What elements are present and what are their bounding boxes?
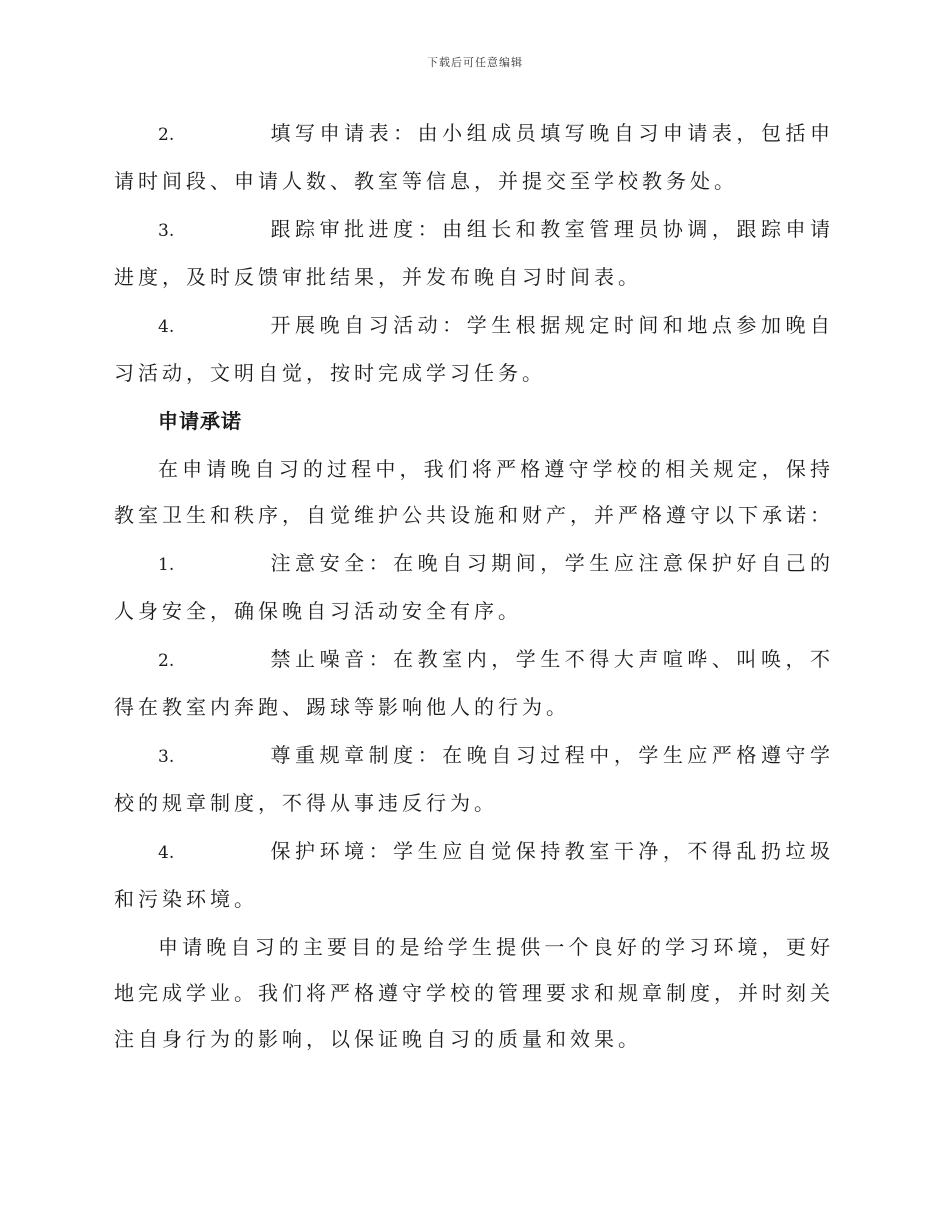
section-heading: 申请承诺 [158,409,242,433]
list-item [114,206,834,300]
list-item [114,636,834,730]
closing-paragraph: 申请晚自习的主要目的是给学生提供一个良好的学习环境，更好地完成学业。我们将严格遵守学校的管理要求和规章制度，并时刻关注自身行为的影响，以保证晚自习的质量和效果。 [114,935,834,1051]
list-item [114,110,834,204]
list-item [114,302,834,396]
list-item-number: 3. [158,747,175,767]
list-item-number: 1. [158,555,175,575]
list-item-text: 开展晚自习活动：学生根据规定时间和地点参加晚自习活动，文明自觉，按时完成学习任务。 [114,313,834,385]
list-item [114,540,834,634]
list-item-number: 2. [158,125,175,145]
list-item-number: 3. [158,221,175,241]
list-item [114,732,834,826]
document-body [114,110,834,1064]
intro-paragraph: 在申请晚自习的过程中，我们将严格遵守学校的相关规定，保持教室卫生和秩序，自觉维护公共设施和财产，并严格遵守以下承诺： [114,457,834,527]
list-item-text: 填写申请表：由小组成员填写晚自习申请表，包括申请时间段、申请人数、教室等信息，并提交至学校教务处。 [114,121,834,193]
list-item [114,828,834,922]
list-item-number: 2. [158,651,175,671]
list-item-number: 4. [158,843,175,863]
page-header: 下载后可任意编辑 [427,56,523,69]
list-item-text: 保护环境：学生应自觉保持教室干净，不得乱扔垃圾和污染环境。 [114,839,834,911]
list-item-text: 跟踪审批进度：由组长和教室管理员协调，跟踪申请进度，及时反馈审批结果，并发布晚自习时间表。 [114,217,834,289]
list-item-text: 尊重规章制度：在晚自习过程中，学生应严格遵守学校的规章制度，不得从事违反行为。 [114,743,834,815]
list-item-text: 禁止噪音：在教室内，学生不得大声喧哗、叫唤，不得在教室内奔跑、踢球等影响他人的行为。 [114,647,834,719]
list-item-text: 注意安全：在晚自习期间，学生应注意保护好自己的人身安全，确保晚自习活动安全有序。 [114,551,834,623]
list-item-number: 4. [158,317,175,337]
